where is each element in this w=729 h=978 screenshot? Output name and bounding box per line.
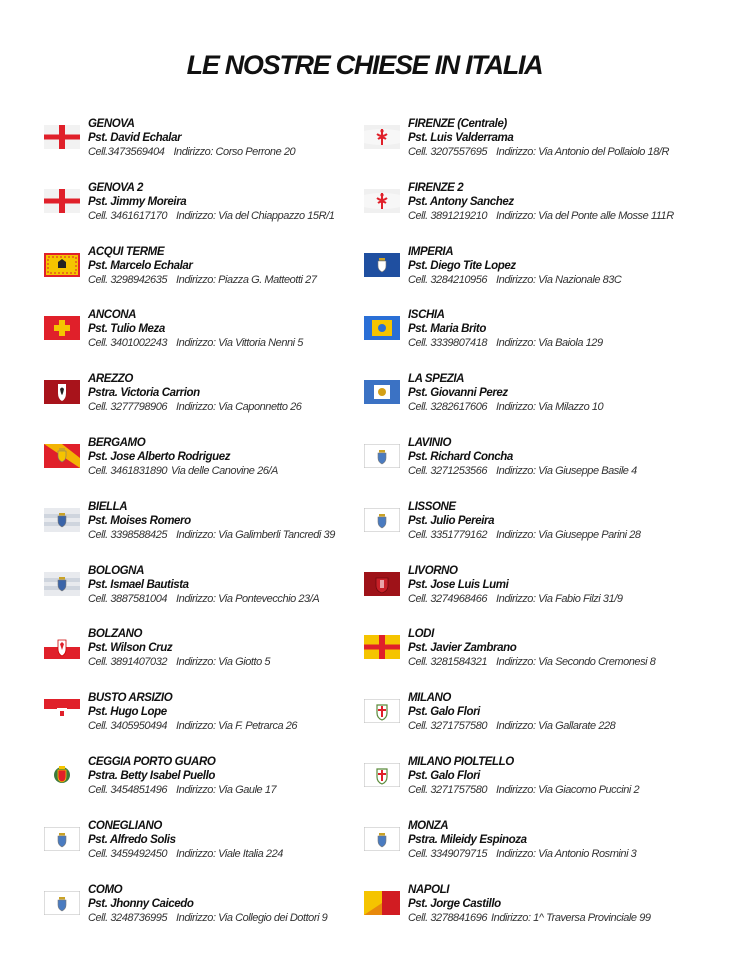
flag-icon [44,380,80,404]
flag-icon [44,827,80,851]
church-entry [44,436,364,500]
lodi-flag-icon [364,635,400,659]
church-cell: Cell. 3349079715 [408,847,488,860]
como-flag-icon [44,891,80,915]
flag-icon [364,827,400,851]
left-column [44,117,364,946]
church-entry [44,627,364,691]
church-address: Indirizzo: Via del Chiappazzo 15R/1 [176,209,335,222]
la-spezia-flag-icon [364,380,400,404]
church-address: Indirizzo: Via Nazionale 83C [496,273,622,286]
church-pastor: Pstra. Mileidy Espinoza [408,833,527,846]
flag-icon [44,508,80,532]
ischia-flag-icon [364,316,400,340]
church-pastor: Pstra. Victoria Carrion [88,387,200,400]
church-entry [44,564,364,628]
church-city: LA SPEZIA [408,373,465,386]
church-city: ISCHIA [408,309,445,322]
church-pastor: Pst. Julio Pereira [408,514,495,527]
church-address: Indirizzo: Via Gaule 17 [176,783,277,796]
church-cell: Cell. 3298942635 [88,273,168,286]
church-entry [364,819,724,883]
church-city: MILANO PIOLTELLO [408,755,514,768]
church-city: BERGAMO [88,436,146,449]
church-cell: Cell. 3271757580 [408,720,488,733]
church-cell: Cell. 3271253566 [408,464,488,477]
church-address: Indirizzo: Piazza G. Matteotti 27 [176,273,317,286]
church-cell: Cell. 3461831890 [88,464,168,477]
church-entry [44,308,364,372]
firenze-flag-icon [364,189,400,213]
church-pastor: Pst. Alfredo Solis [88,833,176,846]
church-pastor: Pst. Jose Luis Lumi [408,578,509,591]
church-entry [364,755,724,819]
church-pastor: Pst. Tulio Meza [88,323,165,336]
church-city: BIELLA [88,500,128,513]
church-cell: Cell. 3891219210 [408,209,488,222]
church-city: GENOVA [88,118,135,130]
church-entry [44,181,364,245]
church-cell: Cell. 3271757580 [408,783,488,796]
church-address: Indirizzo: Viale Italia 224 [176,847,283,860]
church-entry [364,308,724,372]
church-pastor: Pst. Antony Sanchez [408,195,514,208]
church-pastor: Pst. Jhonny Caicedo [88,897,194,910]
flag-icon [364,444,400,468]
church-pastor: Pst. Hugo Lope [88,706,167,719]
church-city: AREZZO [88,373,133,386]
genova-flag-icon [44,189,80,213]
flag-icon [364,699,400,723]
church-entry [44,245,364,309]
flag-icon [44,125,80,149]
church-address: Indirizzo: Via Giotto 5 [176,656,271,669]
flag-icon [44,635,80,659]
church-city: LIVORNO [408,564,458,577]
church-entry [44,691,364,755]
church-pastor: Pst. Galo Flori [408,769,480,782]
church-cell: Cell. 3284210956 [408,273,488,286]
church-cell: Cell. 3277798906 [88,401,168,414]
church-pastor: Pstra. Betty Isabel Puello [88,769,216,782]
church-cell: Cell. 3274968466 [408,592,488,605]
church-address: Indirizzo: Via Antonio del Pollaiolo 18/R [496,146,669,158]
church-city: FIRENZE 2 [408,181,464,194]
church-pastor: Pst. Galo Flori [408,706,480,719]
imperia-flag-icon [364,253,400,277]
church-cell: Cell. 3401002243 [88,337,168,350]
church-address: Indirizzo: Via Vittoria Nenni 5 [176,337,303,350]
church-address: Indirizzo: Via Giuseppe Parini 28 [496,528,641,541]
flag-icon [44,572,80,596]
church-cell: Cell. 3351779162 [408,528,488,541]
church-entry [44,372,364,436]
flag-icon [44,316,80,340]
church-city: COMO [88,883,123,896]
flag-icon [364,891,400,915]
church-address: Indirizzo: Via Galimberli Tancredi 39 [176,528,335,541]
church-address: Indirizzo: Via del Ponte alle Mosse 111R [496,209,674,222]
church-cell: Cell. 3339807418 [408,337,488,350]
church-entry [364,627,724,691]
church-city: BOLOGNA [88,564,144,577]
livorno-flag-icon [364,572,400,596]
church-cell: Cell. 3398588425 [88,528,168,541]
milano-flag-icon [364,699,400,723]
church-city: LODI [408,628,434,641]
church-city: MONZA [408,819,449,832]
church-address: Indirizzo: Corso Perrone 20 [173,146,296,158]
church-city: FIRENZE (Centrale) [408,118,507,130]
right-column [364,117,724,946]
church-pastor: Pst. Giovanni Perez [408,387,508,400]
church-city: LAVINIO [408,436,451,449]
ancona-flag-icon [44,316,80,340]
church-city: NAPOLI [408,883,450,896]
biella-flag-icon [44,508,80,532]
church-entry [44,755,364,819]
church-address: Indirizzo: Via Baiola 129 [496,337,603,350]
flag-icon [44,253,80,277]
church-city: CEGGIA PORTO GUARO [88,755,216,768]
firenze-flag-icon [364,125,400,149]
church-address: Indirizzo: Via Giacomo Puccini 2 [496,783,640,796]
church-address: Indirizzo: 1^ Traversa Provinciale 99 [491,911,651,924]
busto-arsizio-flag-icon [44,699,80,723]
flag-icon [44,891,80,915]
church-cell: Cell. 3454851496 [88,783,168,796]
church-address: Indirizzo: Via Pontevecchio 23/A [176,592,320,605]
church-entry [44,500,364,564]
napoli-flag-icon [364,891,400,915]
church-entry [364,117,724,181]
flag-icon [364,189,400,213]
church-address: Indirizzo: Via Secondo Cremonesi 8 [496,656,656,669]
church-pastor: Pst. Wilson Cruz [88,642,173,655]
church-city: ANCONA [88,309,137,322]
church-cell: Cell. 3207557695 [408,146,488,158]
church-entry [364,500,724,564]
church-city: CONEGLIANO [88,819,162,832]
church-pastor: Pst. David Echalar [88,132,182,144]
acqui-terme-flag-icon [44,253,80,277]
bergamo-flag-icon [44,444,80,468]
flag-icon [364,635,400,659]
church-cell: Cell. 3248736995 [88,911,168,924]
church-address: Indirizzo: Via Gallarate 228 [496,720,616,733]
church-city: BUSTO ARSIZIO [88,692,173,705]
church-pastor: Pst. Luis Valderrama [408,132,514,144]
arezzo-flag-icon [44,380,80,404]
church-address: Indirizzo: Via Collegio dei Dottori 9 [176,911,328,924]
church-pastor: Pst. Ismael Bautista [88,578,189,591]
page-title: LE NOSTRE CHIESE IN ITALIA [186,50,543,80]
flag-icon [364,763,400,787]
church-cell: Cell.3473569404 [88,146,165,158]
church-cell: Cell. 3459492450 [88,847,168,860]
church-cell: Cell. 3278841696 [408,911,488,924]
church-entry [364,436,724,500]
church-city: LISSONE [408,500,456,513]
church-entry [44,819,364,883]
flag-icon [44,699,80,723]
church-pastor: Pst. Moises Romero [88,514,191,527]
church-pastor: Pst. Jose Alberto Rodriguez [88,450,231,463]
monza-flag-icon [364,827,400,851]
church-address: Indirizzo: Via Antonio Rosmini 3 [496,847,637,860]
genova-flag-icon [44,125,80,149]
church-entry [44,883,364,947]
church-entry [364,372,724,436]
flag-icon [364,316,400,340]
bologna-flag-icon [44,572,80,596]
church-address: Indirizzo: Via F. Petrarca 26 [176,720,298,733]
church-entry [44,117,364,181]
flag-icon [364,572,400,596]
church-cell: Cell. 3891407032 [88,656,168,669]
church-cell: Cell. 3405950494 [88,720,168,733]
flag-icon [364,253,400,277]
church-address: Indirizzo: Via Caponnetto 26 [176,401,302,414]
flag-icon [44,189,80,213]
church-pastor: Pst. Diego Tite Lopez [408,259,516,272]
milano-flag-icon [364,763,400,787]
flag-icon [364,508,400,532]
church-entry [364,564,724,628]
bolzano-flag-icon [44,635,80,659]
church-pastor: Pst. Jimmy Moreira [88,195,187,208]
church-address: Indirizzo: Via Fabio Filzi 31/9 [496,592,623,605]
church-address: Via delle Canovine 26/A [171,464,278,477]
church-city: MILANO [408,692,451,705]
flag-icon [364,380,400,404]
church-city: ACQUI TERME [88,245,165,258]
conegliano-flag-icon [44,827,80,851]
lavinio-flag-icon [364,444,400,468]
ceggia-crest-icon [44,763,80,787]
flag-icon [44,444,80,468]
church-pastor: Pst. Richard Concha [408,450,513,463]
church-entry [364,691,724,755]
church-pastor: Pst. Marcelo Echalar [88,259,193,272]
church-entry [364,883,724,947]
church-cell: Cell. 3282617606 [408,401,488,414]
church-cell: Cell. 3461617170 [88,209,168,222]
church-entry [364,181,724,245]
flag-icon [44,763,80,787]
church-cell: Cell. 3281584321 [408,656,488,669]
church-pastor: Pst. Javier Zambrano [408,642,517,655]
church-address: Indirizzo: Via Milazzo 10 [496,401,604,414]
church-city: GENOVA 2 [88,181,143,194]
church-pastor: Pst. Maria Brito [408,323,486,336]
flag-icon [364,125,400,149]
church-pastor: Pst. Jorge Castillo [408,897,501,910]
church-entry [364,245,724,309]
church-city: BOLZANO [88,628,143,641]
church-address: Indirizzo: Via Giuseppe Basile 4 [496,464,637,477]
church-cell: Cell. 3887581004 [88,592,168,605]
church-city: IMPERIA [408,245,454,258]
lissone-flag-icon [364,508,400,532]
